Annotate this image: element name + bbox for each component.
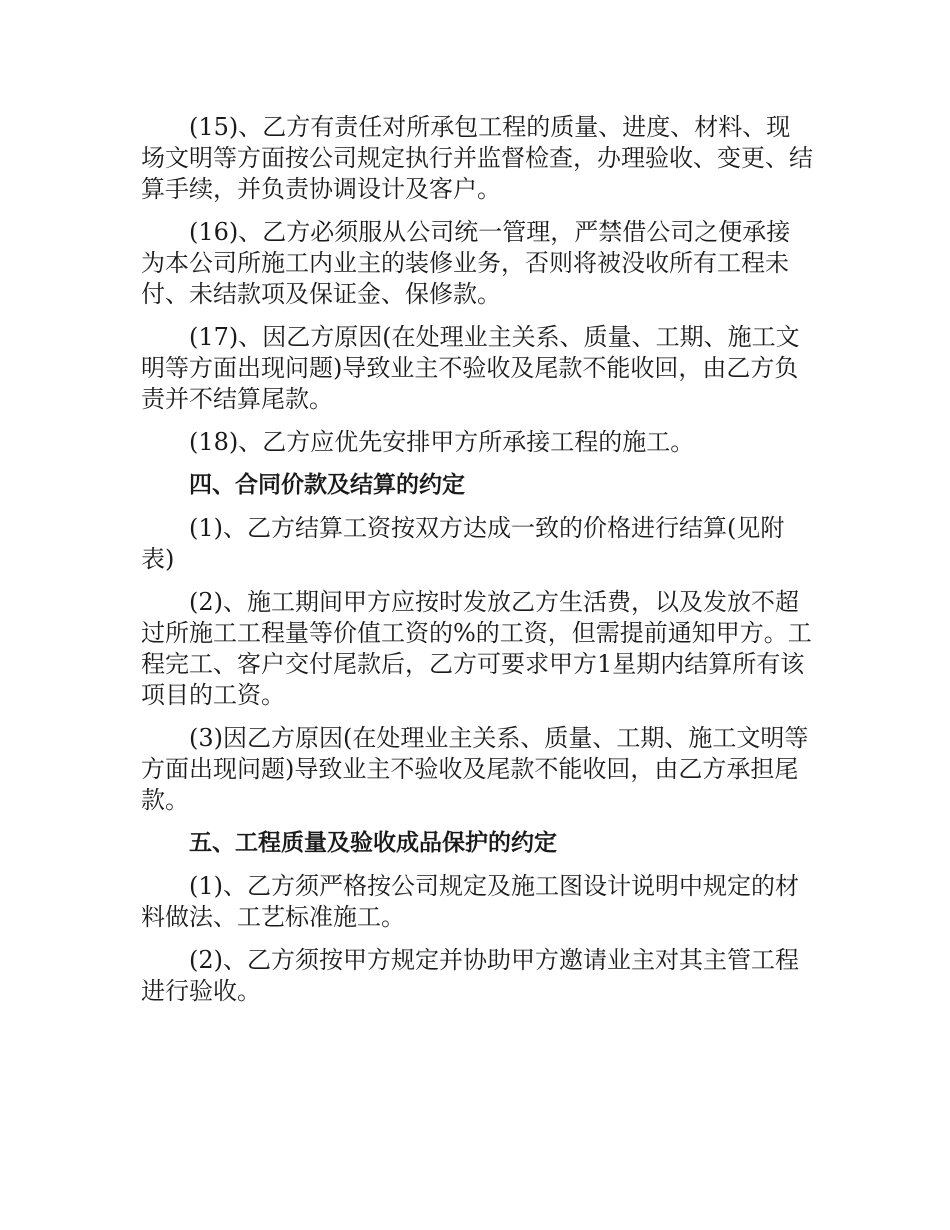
section-heading-4: 四、合同价款及结算的约定 xyxy=(189,472,465,498)
clause-17: (17)、因乙方原因(在处理业主关系、质量、工期、施工文明等方面出现问题)导致业主不验收及尾款不能收回，由乙方负责并不结算尾款。 xyxy=(141,323,800,413)
clause-5-1: (1)、乙方须严格按公司规定及施工图设计说明中规定的材料做法、工艺标准施工。 xyxy=(141,872,799,931)
clause-15: (15)、乙方有责任对所承包工程的质量、进度、材料、现场文明等方面按公司规定执行并监督检查，办理验收、变更、结算手续，并负责协调设计及客户。 xyxy=(141,113,813,203)
section-heading-5: 五、工程质量及验收成品保护的约定 xyxy=(189,830,557,856)
clause-4-3: (3)因乙方原因(在处理业主关系、质量、工期、施工文明等方面出现问题)导致业主不验收及尾款不能收回，由乙方承担尾款。 xyxy=(141,724,809,814)
clause-16: (16)、乙方必须服从公司统一管理，严禁借公司之便承接为本公司所施工内业主的装修业务，否则将被没收所有工程未付、未结款项及保证金、保修款。 xyxy=(141,218,791,308)
clause-18: (18)、乙方应优先安排甲方所承接工程的施工。 xyxy=(189,428,695,456)
clause-5-2: (2)、乙方须按甲方规定并协助甲方邀请业主对其主管工程进行验收。 xyxy=(141,946,799,1005)
document-page xyxy=(141,112,813,1019)
clause-4-1: (1)、乙方结算工资按双方达成一致的价格进行结算(见附表) xyxy=(141,514,785,573)
clause-4-2: (2)、施工期间甲方应按时发放乙方生活费，以及发放不超过所施工工程量等价值工资的%的工资，但需提前通知甲方。工程完工、客户交付尾款后，乙方可要求甲方1星期内结算所有该项目的工资。 xyxy=(141,588,812,709)
